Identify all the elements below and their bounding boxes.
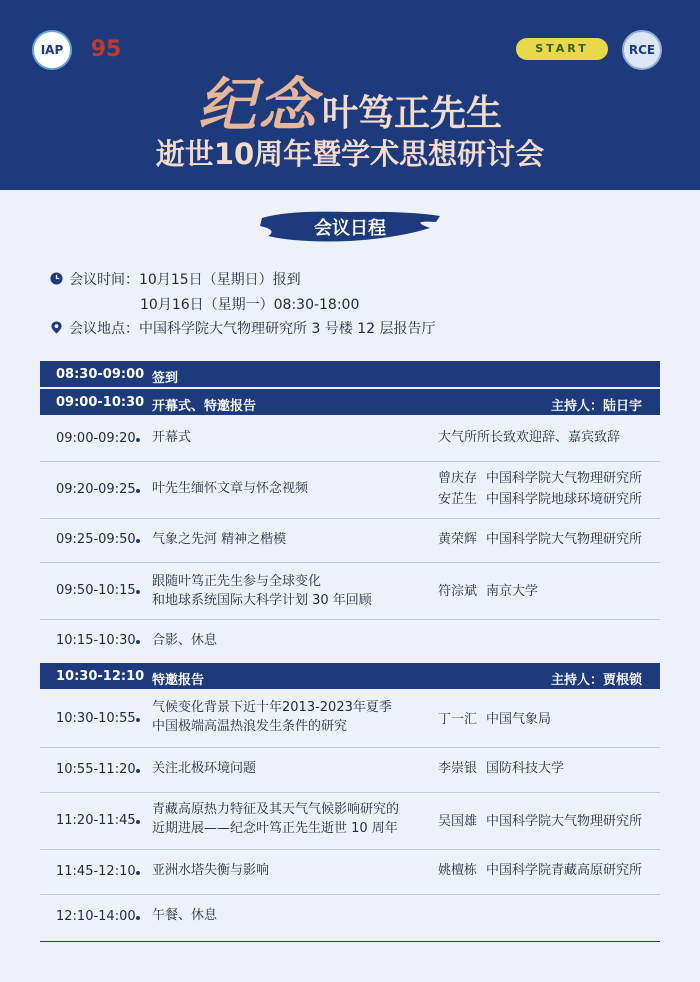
band-host: 主持人：陆日宇 <box>550 399 642 414</box>
table-row <box>40 895 660 942</box>
speaker-name: 符淙斌 <box>438 584 478 599</box>
time-line-2: 10月16日（星期一）08:30-18:00 <box>140 297 360 313</box>
bullet-icon <box>136 489 140 493</box>
row-title: 叶先生缅怀文章与怀念视频 <box>152 481 309 496</box>
row-speaker <box>438 470 642 488</box>
row-speaker <box>438 862 642 880</box>
row-speaker <box>438 813 642 831</box>
speaker-org: 中国科学院大气物理研究所 <box>486 532 643 547</box>
table-row <box>40 563 660 620</box>
row-title: 中国极端高温热浪发生条件的研究 <box>152 719 348 734</box>
bullet-icon <box>136 640 140 644</box>
row-title: 合影、休息 <box>152 633 218 648</box>
speaker-name: 黄荣辉 <box>438 532 478 547</box>
title-name: 叶笃正先生 <box>322 93 503 134</box>
row-title: 午餐、休息 <box>152 908 218 923</box>
speaker-name: 丁一汇 <box>438 712 478 727</box>
row-speaker <box>438 760 564 778</box>
band-label: 签到 <box>152 371 179 386</box>
bullet-icon <box>136 820 140 824</box>
band-invited <box>40 663 660 689</box>
speaker-name: 曾庆存 <box>438 471 478 486</box>
row-time: 11:20-11:45 <box>56 813 136 828</box>
start-logo-icon: START <box>516 38 608 60</box>
speaker-org: 中国科学院大气物理研究所 <box>486 471 643 486</box>
bullet-icon <box>136 438 140 442</box>
band-time: 10:30-12:10 <box>56 669 145 684</box>
place-value: 中国科学院大气物理研究所 3 号楼 12 层报告厅 <box>139 321 436 337</box>
row-speaker <box>438 711 551 729</box>
table-row <box>40 850 660 895</box>
speaker-org: 国防科技大学 <box>486 761 565 776</box>
bullet-icon <box>136 916 140 920</box>
row-title: 关注北极环境问题 <box>152 761 257 776</box>
row-speaker <box>438 583 538 601</box>
page-subtitle: 逝世10周年暨学术思想研讨会 <box>155 137 545 171</box>
row-time: 10:55-11:20 <box>56 762 136 777</box>
speaker-name: 大气所所长致欢迎辞、嘉宾致辞 <box>438 430 621 445</box>
speaker-org: 中国科学院青藏高原研究所 <box>486 863 643 878</box>
row-title: 和地球系统国际大科学计划 30 年回顾 <box>152 593 372 608</box>
row-speaker <box>438 429 620 447</box>
row-time: 09:20-09:25 <box>56 482 136 497</box>
row-title: 青藏高原热力特征及其天气气候影响研究的 <box>152 802 400 817</box>
speaker-name: 姚檀栋 <box>438 863 478 878</box>
row-time: 11:45-12:10 <box>56 864 136 879</box>
time-label: 会议时间： <box>69 272 139 288</box>
meeting-time <box>50 269 301 289</box>
speaker-name: 李崇银 <box>438 761 478 776</box>
speaker-name: 安芷生 <box>438 492 478 507</box>
meeting-place <box>50 318 436 338</box>
location-pin-icon <box>50 321 63 334</box>
table-row <box>40 691 660 748</box>
band-signin <box>40 361 660 387</box>
agenda-title: 会议日程 <box>314 218 386 239</box>
header-banner <box>0 0 700 190</box>
bullet-icon <box>136 769 140 773</box>
table-row <box>40 417 660 462</box>
bullet-icon <box>136 590 140 594</box>
row-time: 10:30-10:55 <box>56 711 136 726</box>
rce-logo-icon: RCE <box>622 30 662 70</box>
row-speaker <box>438 531 642 549</box>
row-title: 气象之先河 精神之楷模 <box>152 532 287 547</box>
row-title: 气候变化背景下近十年2013-2023年夏季 <box>152 700 392 715</box>
row-title: 跟随叶笃正先生参与全球变化 <box>152 574 322 589</box>
table-row <box>40 462 660 519</box>
bullet-icon <box>136 539 140 543</box>
anniversary-95-logo-icon: 95 <box>90 37 122 62</box>
iap-logo-icon: IAP <box>32 30 72 70</box>
row-time: 10:15-10:30 <box>56 633 136 648</box>
title-calligraphy: 纪念 <box>197 71 318 139</box>
table-row <box>40 620 660 663</box>
band-opening <box>40 389 660 415</box>
band-host: 主持人：贾根锁 <box>550 673 642 688</box>
time-line-1: 10月15日（星期日）报到 <box>139 272 301 288</box>
table-row <box>40 793 660 850</box>
clock-icon <box>50 272 63 285</box>
row-speaker <box>438 491 642 509</box>
bullet-icon <box>136 718 140 722</box>
band-label: 特邀报告 <box>152 673 205 688</box>
speaker-org: 中国科学院大气物理研究所 <box>486 814 643 829</box>
speaker-org: 南京大学 <box>486 584 539 599</box>
table-row <box>40 748 660 793</box>
row-time: 09:00-09:20 <box>56 431 136 446</box>
band-label: 开幕式、特邀报告 <box>152 399 257 414</box>
speaker-org: 中国科学院地球环境研究所 <box>486 492 643 507</box>
row-time: 12:10-14:00 <box>56 909 136 924</box>
place-label: 会议地点： <box>69 321 139 337</box>
page-title <box>0 58 700 142</box>
row-time: 09:50-10:15 <box>56 583 136 598</box>
speaker-name: 吴国雄 <box>438 814 478 829</box>
band-time: 09:00-10:30 <box>56 395 145 410</box>
row-title: 亚洲水塔失衡与影响 <box>152 863 270 878</box>
row-title: 开幕式 <box>152 430 192 445</box>
row-time: 09:25-09:50 <box>56 532 136 547</box>
band-time: 08:30-09:00 <box>56 367 145 382</box>
speaker-org: 中国气象局 <box>486 712 552 727</box>
bullet-icon <box>136 871 140 875</box>
schedule-table <box>40 361 660 942</box>
row-title: 近期进展——纪念叶笃正先生逝世 10 周年 <box>152 821 398 836</box>
table-row <box>40 519 660 563</box>
